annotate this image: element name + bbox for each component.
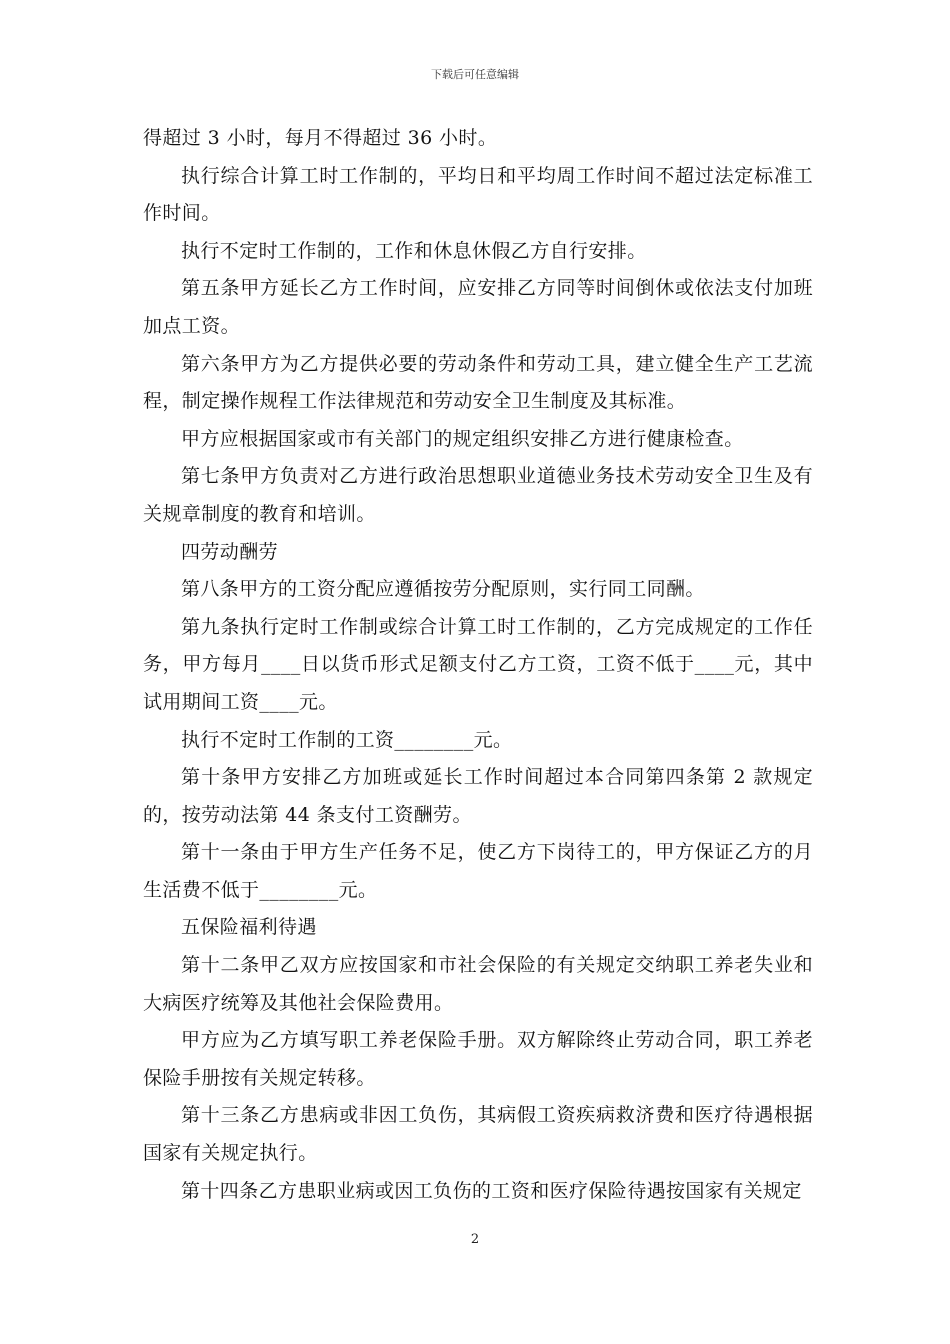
article-13-paragraph: 第十三条乙方患病或非因工负伤，其病假工资疾病救济费和医疗待遇根据国家有关规定执行。: [143, 1104, 813, 1165]
paragraph: 执行不定时工作制的工资________元。: [181, 728, 513, 751]
document-body: [143, 120, 813, 1210]
article-14-paragraph: 第十四条乙方患职业病或因工负伤的工资和医疗保险待遇按国家有关规定: [181, 1179, 802, 1202]
paragraph: 甲方应根据国家或市有关部门的规定组织安排乙方进行健康检查。: [181, 427, 744, 450]
page-header: 下载后可任意编辑: [431, 68, 519, 81]
article-10-paragraph: 第十条甲方安排乙方加班或延长工作时间超过本合同第四条第 2 款规定的，按劳动法第 44 条支付工资酬劳。: [143, 766, 813, 826]
article-7-paragraph: 第七条甲方负责对乙方进行政治思想职业道德业务技术劳动安全卫生及有关规章制度的教育和培训。: [143, 465, 813, 525]
article-9-paragraph: 第九条执行定时工作制或综合计算工时工作制的，乙方完成规定的工作任务，甲方每月____日以货币形式足额支付乙方工资，工资不低于____元，其中试用期间工资____元。: [143, 615, 813, 713]
section-heading-insurance: 五保险福利待遇: [181, 916, 317, 939]
page-number: 2: [470, 1232, 480, 1247]
paragraph: 甲方应为乙方填写职工养老保险手册。双方解除终止劳动合同，职工养老保险手册按有关规定转移。: [143, 1029, 813, 1089]
article-5-paragraph: 第五条甲方延长乙方工作时间，应安排乙方同等时间倒休或依法支付加班加点工资。: [143, 277, 813, 337]
paragraph: 执行综合计算工时工作制的，平均日和平均周工作时间不超过法定标准工作时间。: [143, 164, 813, 225]
paragraph: 执行不定时工作制的，工作和休息休假乙方自行安排。: [181, 239, 647, 262]
section-heading-remuneration: 四劳动酬劳: [181, 540, 279, 563]
paragraph: 得超过 3 小时，每月不得超过 36 小时。: [143, 127, 498, 149]
article-12-paragraph: 第十二条甲乙双方应按国家和市社会保险的有关规定交纳职工养老失业和大病医疗统筹及其他社会保险费用。: [143, 954, 813, 1014]
article-8-paragraph: 第八条甲方的工资分配应遵循按劳分配原则，实行同工同酬。: [181, 578, 705, 601]
article-11-paragraph: 第十一条由于甲方生产任务不足，使乙方下岗待工的，甲方保证乙方的月生活费不低于________元。: [143, 841, 813, 901]
article-6-paragraph: 第六条甲方为乙方提供必要的劳动条件和劳动工具，建立健全生产工艺流程，制定操作规程工作法律规范和劳动安全卫生制度及其标准。: [143, 352, 813, 413]
